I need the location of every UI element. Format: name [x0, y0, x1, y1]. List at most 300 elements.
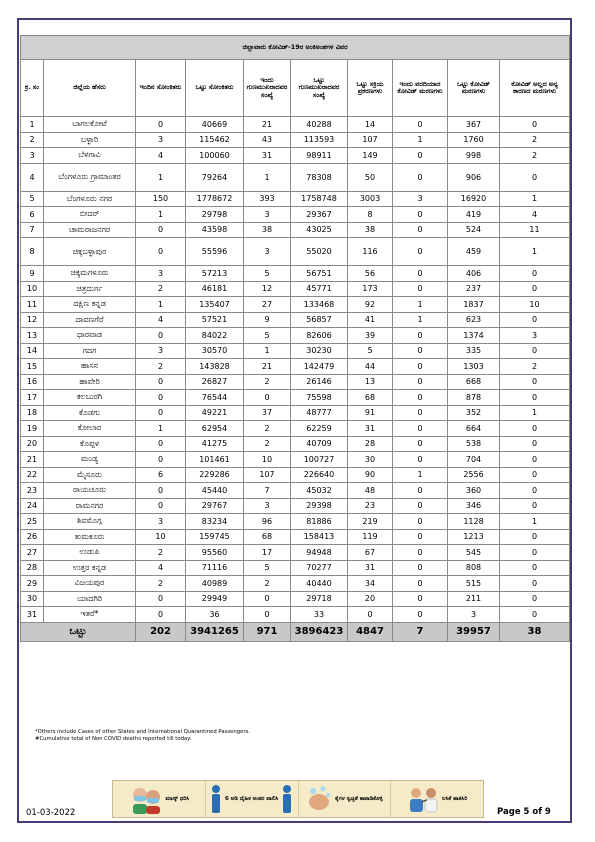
table-row: [21, 359, 570, 375]
table-row: [21, 148, 570, 164]
value-cell: 78308: [291, 163, 348, 191]
total-value-cell: 39957: [448, 622, 500, 641]
value-cell: 107: [348, 132, 393, 148]
value-cell: 1758748: [291, 191, 348, 207]
value-cell: 459: [448, 238, 500, 266]
district-name-cell: ಬಾಗಲಕೋಟೆ: [44, 117, 136, 133]
column-header: ಒಟ್ಟು ಸಕ್ರಿಯ ಪ್ರಕರಣಗಳು: [348, 60, 393, 117]
value-cell: 0: [393, 117, 448, 133]
total-value-cell: 3941265: [186, 622, 244, 641]
column-header: ಇಂದು ವರದಿಯಾದ ಕೋವಿಡ್ ಮರಣಗಳು: [393, 60, 448, 117]
value-cell: 545: [448, 545, 500, 561]
table-row: [21, 117, 570, 133]
value-cell: 4: [136, 560, 186, 576]
value-cell: 0: [393, 359, 448, 375]
value-cell: 0: [136, 328, 186, 344]
table-row: [21, 560, 570, 576]
value-cell: 9: [244, 312, 291, 328]
value-cell: 1: [136, 163, 186, 191]
value-cell: 49221: [186, 405, 244, 421]
value-cell: 0: [393, 266, 448, 282]
value-cell: 0: [500, 591, 570, 607]
header-row: [21, 60, 570, 117]
value-cell: 1760: [448, 132, 500, 148]
value-cell: 27: [244, 297, 291, 313]
value-cell: 0: [500, 343, 570, 359]
serial-cell: 17: [21, 390, 44, 406]
serial-cell: 31: [21, 607, 44, 623]
table-row: [21, 436, 570, 452]
value-cell: 40669: [186, 117, 244, 133]
person-icon: [281, 784, 293, 814]
district-name-cell: ಚಿಕ್ಕಮಗಳೂರು: [44, 266, 136, 282]
value-cell: 21: [244, 117, 291, 133]
total-value-cell: 202: [136, 622, 186, 641]
value-cell: 393: [244, 191, 291, 207]
serial-cell: 23: [21, 483, 44, 499]
value-cell: 159745: [186, 529, 244, 545]
banner-vaccine-text: ಲಸಿಕೆ ಹಾಕಿಸಿರಿ: [442, 795, 468, 802]
table-row: [21, 483, 570, 499]
value-cell: 0: [500, 483, 570, 499]
district-name-cell: ದಕ್ಷಿಣ ಕನ್ನಡ: [44, 297, 136, 313]
value-cell: 101461: [186, 452, 244, 468]
total-value-cell: 4847: [348, 622, 393, 641]
value-cell: 0: [393, 576, 448, 592]
table-row: [21, 281, 570, 297]
district-name-cell: ಕೋಲಾರ: [44, 421, 136, 437]
district-name-cell: ಕೊಪ್ಪಳ: [44, 436, 136, 452]
value-cell: 12: [244, 281, 291, 297]
serial-cell: 30: [21, 591, 44, 607]
value-cell: 150: [136, 191, 186, 207]
value-cell: 1: [393, 312, 448, 328]
value-cell: 40288: [291, 117, 348, 133]
value-cell: 5: [348, 343, 393, 359]
table-row: [21, 390, 570, 406]
value-cell: 0: [500, 374, 570, 390]
column-header: ಕ್ರ. ಸಂ: [21, 60, 44, 117]
serial-cell: 14: [21, 343, 44, 359]
table-row: [21, 529, 570, 545]
district-name-cell: ಮೈಸೂರು: [44, 467, 136, 483]
value-cell: 29367: [291, 207, 348, 223]
total-value-cell: 38: [500, 622, 570, 641]
value-cell: 0: [393, 343, 448, 359]
value-cell: 1: [136, 297, 186, 313]
report-date: 01-03-2022: [26, 808, 76, 818]
value-cell: 45771: [291, 281, 348, 297]
vaccination-icon: [407, 784, 439, 814]
value-cell: 0: [393, 483, 448, 499]
value-cell: 5: [244, 328, 291, 344]
value-cell: 116: [348, 238, 393, 266]
value-cell: 0: [393, 328, 448, 344]
page-number: Page 5 of 9: [497, 807, 551, 817]
serial-cell: 8: [21, 238, 44, 266]
district-name-cell: ಇತರೆ*: [44, 607, 136, 623]
value-cell: 48777: [291, 405, 348, 421]
value-cell: 0: [136, 405, 186, 421]
value-cell: 0: [500, 529, 570, 545]
table-row: [21, 405, 570, 421]
column-header: ಒಟ್ಟು ಸೋಂಕಿತರು: [186, 60, 244, 117]
serial-cell: 29: [21, 576, 44, 592]
value-cell: 43: [244, 132, 291, 148]
value-cell: 0: [500, 281, 570, 297]
table-row: [21, 132, 570, 148]
value-cell: 2: [500, 148, 570, 164]
district-name-cell: ಬೀದರ್: [44, 207, 136, 223]
value-cell: 45032: [291, 483, 348, 499]
value-cell: 515: [448, 576, 500, 592]
value-cell: 3003: [348, 191, 393, 207]
value-cell: 113593: [291, 132, 348, 148]
serial-cell: 9: [21, 266, 44, 282]
handwash-icon: [306, 784, 332, 814]
table-body: [21, 117, 570, 623]
value-cell: 38: [244, 222, 291, 238]
district-name-cell: ಬೆಳಗಾವಿ: [44, 148, 136, 164]
banner-handwash-section: [299, 781, 392, 817]
value-cell: 1837: [448, 297, 500, 313]
value-cell: 10: [244, 452, 291, 468]
value-cell: 57521: [186, 312, 244, 328]
value-cell: 28: [348, 436, 393, 452]
value-cell: 98911: [291, 148, 348, 164]
district-name-cell: ಚಿತ್ರದುರ್ಗ: [44, 281, 136, 297]
serial-cell: 2: [21, 132, 44, 148]
serial-cell: 19: [21, 421, 44, 437]
value-cell: 26146: [291, 374, 348, 390]
value-cell: 76544: [186, 390, 244, 406]
value-cell: 0: [136, 607, 186, 623]
value-cell: 36: [186, 607, 244, 623]
value-cell: 48: [348, 483, 393, 499]
value-cell: 75598: [291, 390, 348, 406]
value-cell: 29767: [186, 498, 244, 514]
value-cell: 31: [348, 560, 393, 576]
district-name-cell: ಶಿವಮೊಗ್ಗ: [44, 514, 136, 530]
district-name-cell: ರಾಯಚೂರು: [44, 483, 136, 499]
value-cell: 56: [348, 266, 393, 282]
serial-cell: 6: [21, 207, 44, 223]
value-cell: 3: [244, 238, 291, 266]
column-header: ಒಟ್ಟು ಗುಣಮುಖರಾದವರ ಸಂಖ್ಯೆ: [291, 60, 348, 117]
value-cell: 0: [136, 374, 186, 390]
serial-cell: 3: [21, 148, 44, 164]
value-cell: 1: [500, 238, 570, 266]
footnote-non-covid: #Cumulative total of Non COVID deaths reported till today.: [35, 736, 192, 742]
value-cell: 83234: [186, 514, 244, 530]
serial-cell: 11: [21, 297, 44, 313]
value-cell: 998: [448, 148, 500, 164]
value-cell: 13: [348, 374, 393, 390]
district-name-cell: ಕಲಬುರಗಿ: [44, 390, 136, 406]
value-cell: 16920: [448, 191, 500, 207]
value-cell: 30570: [186, 343, 244, 359]
value-cell: 367: [448, 117, 500, 133]
value-cell: 0: [393, 148, 448, 164]
value-cell: 1: [500, 405, 570, 421]
serial-cell: 28: [21, 560, 44, 576]
value-cell: 68: [244, 529, 291, 545]
value-cell: 0: [500, 117, 570, 133]
value-cell: 704: [448, 452, 500, 468]
value-cell: 0: [136, 436, 186, 452]
value-cell: 0: [348, 607, 393, 623]
total-row: [21, 622, 570, 641]
value-cell: 219: [348, 514, 393, 530]
value-cell: 3: [393, 191, 448, 207]
table-row: [21, 191, 570, 207]
value-cell: 0: [500, 436, 570, 452]
value-cell: 3: [244, 207, 291, 223]
column-header: ಜಿಲ್ಲೆಯ ಹೆಸರು: [44, 60, 136, 117]
value-cell: 406: [448, 266, 500, 282]
covid-stats-table: [20, 35, 570, 642]
value-cell: 33: [291, 607, 348, 623]
value-cell: 346: [448, 498, 500, 514]
table-row: [21, 343, 570, 359]
value-cell: 96: [244, 514, 291, 530]
banner-distance-text: 6 ಅಡಿ ದೈಹಿಕ ಅಂತರ ಪಾಲಿಸಿ: [224, 795, 279, 802]
value-cell: 1: [136, 421, 186, 437]
value-cell: 149: [348, 148, 393, 164]
table-row: [21, 238, 570, 266]
footnote-others: *Others include Cases of other States and International Quarantined Passengers.: [35, 729, 250, 735]
value-cell: 4: [500, 207, 570, 223]
value-cell: 81886: [291, 514, 348, 530]
banner-mask-text: ಮಾಸ್ಕ್ ಧರಿಸಿ: [165, 795, 190, 802]
value-cell: 41: [348, 312, 393, 328]
value-cell: 668: [448, 374, 500, 390]
value-cell: 44: [348, 359, 393, 375]
value-cell: 6: [136, 467, 186, 483]
value-cell: 46181: [186, 281, 244, 297]
value-cell: 1: [500, 191, 570, 207]
column-header: ಇಂದಿನ ಸೋಂಕಿತರು: [136, 60, 186, 117]
table-row: [21, 576, 570, 592]
value-cell: 0: [393, 591, 448, 607]
district-name-cell: ಹಾಸನ: [44, 359, 136, 375]
value-cell: 0: [393, 405, 448, 421]
table-row: [21, 545, 570, 561]
value-cell: 55596: [186, 238, 244, 266]
value-cell: 0: [500, 421, 570, 437]
value-cell: 0: [500, 266, 570, 282]
district-name-cell: ಮಂಡ್ಯ: [44, 452, 136, 468]
value-cell: 50: [348, 163, 393, 191]
value-cell: 45440: [186, 483, 244, 499]
value-cell: 62259: [291, 421, 348, 437]
district-name-cell: ಯಾದಗಿರಿ: [44, 591, 136, 607]
value-cell: 5: [244, 560, 291, 576]
table-row: [21, 328, 570, 344]
value-cell: 92: [348, 297, 393, 313]
serial-cell: 16: [21, 374, 44, 390]
value-cell: 0: [244, 607, 291, 623]
value-cell: 0: [244, 390, 291, 406]
value-cell: 237: [448, 281, 500, 297]
value-cell: 20: [348, 591, 393, 607]
value-cell: 2: [136, 281, 186, 297]
table-row: [21, 374, 570, 390]
table-row: [21, 607, 570, 623]
serial-cell: 24: [21, 498, 44, 514]
value-cell: 82606: [291, 328, 348, 344]
value-cell: 41275: [186, 436, 244, 452]
value-cell: 119: [348, 529, 393, 545]
district-name-cell: ಬೆಂಗಳೂರು ನಗರ: [44, 191, 136, 207]
value-cell: 29798: [186, 207, 244, 223]
value-cell: 2556: [448, 467, 500, 483]
value-cell: 352: [448, 405, 500, 421]
value-cell: 37: [244, 405, 291, 421]
value-cell: 0: [500, 560, 570, 576]
value-cell: 0: [500, 163, 570, 191]
serial-cell: 13: [21, 328, 44, 344]
value-cell: 0: [393, 498, 448, 514]
value-cell: 39: [348, 328, 393, 344]
banner-handwash-text: ಕೈಗಳ ಸ್ವಚ್ಛತೆ ಕಾಪಾಡಿಕೊಳ್ಳಿ: [335, 795, 383, 802]
value-cell: 2: [136, 359, 186, 375]
serial-cell: 1: [21, 117, 44, 133]
table-row: [21, 421, 570, 437]
value-cell: 1: [500, 514, 570, 530]
value-cell: 1: [136, 207, 186, 223]
value-cell: 3: [448, 607, 500, 623]
total-value-cell: 3896423: [291, 622, 348, 641]
value-cell: 0: [244, 591, 291, 607]
district-name-cell: ಗದಗ: [44, 343, 136, 359]
value-cell: 62954: [186, 421, 244, 437]
value-cell: 538: [448, 436, 500, 452]
value-cell: 0: [393, 421, 448, 437]
value-cell: 3: [136, 132, 186, 148]
value-cell: 133468: [291, 297, 348, 313]
value-cell: 0: [500, 576, 570, 592]
serial-cell: 25: [21, 514, 44, 530]
table-row: [21, 163, 570, 191]
value-cell: 1303: [448, 359, 500, 375]
district-name-cell: ಬೆಂಗಳೂರು ಗ್ರಾಮಾಂತರ: [44, 163, 136, 191]
value-cell: 31: [348, 421, 393, 437]
serial-cell: 27: [21, 545, 44, 561]
value-cell: 68: [348, 390, 393, 406]
serial-cell: 12: [21, 312, 44, 328]
value-cell: 419: [448, 207, 500, 223]
value-cell: 4: [136, 312, 186, 328]
value-cell: 0: [500, 498, 570, 514]
value-cell: 229286: [186, 467, 244, 483]
serial-cell: 10: [21, 281, 44, 297]
value-cell: 2: [500, 132, 570, 148]
value-cell: 40440: [291, 576, 348, 592]
value-cell: 10: [136, 529, 186, 545]
banner-distance-section: [206, 781, 299, 817]
value-cell: 2: [244, 421, 291, 437]
value-cell: 38: [348, 222, 393, 238]
value-cell: 0: [393, 238, 448, 266]
value-cell: 30: [348, 452, 393, 468]
serial-cell: 5: [21, 191, 44, 207]
column-header: ಕೋವಿಡ್ ಅಲ್ಲದ ಅನ್ಯ ಕಾರಣದ ಮರಣಗಳು: [500, 60, 570, 117]
value-cell: 0: [393, 452, 448, 468]
value-cell: 2: [136, 545, 186, 561]
value-cell: 1: [393, 297, 448, 313]
value-cell: 0: [393, 374, 448, 390]
value-cell: 0: [393, 529, 448, 545]
value-cell: 43598: [186, 222, 244, 238]
value-cell: 30230: [291, 343, 348, 359]
value-cell: 1: [244, 343, 291, 359]
value-cell: 8: [348, 207, 393, 223]
value-cell: 23: [348, 498, 393, 514]
value-cell: 0: [393, 163, 448, 191]
value-cell: 57213: [186, 266, 244, 282]
value-cell: 0: [136, 390, 186, 406]
total-value-cell: 7: [393, 622, 448, 641]
value-cell: 0: [500, 390, 570, 406]
value-cell: 100060: [186, 148, 244, 164]
column-header: ಒಟ್ಟು ಕೋವಿಡ್ ಮರಣಗಳು: [448, 60, 500, 117]
value-cell: 100727: [291, 452, 348, 468]
table-row: [21, 312, 570, 328]
footnotes: [35, 729, 250, 743]
value-cell: 0: [136, 117, 186, 133]
district-name-cell: ಕೊಡಗು: [44, 405, 136, 421]
serial-cell: 22: [21, 467, 44, 483]
total-label-cell: ಒಟ್ಟು: [21, 622, 136, 641]
district-name-cell: ಉಡುಪಿ: [44, 545, 136, 561]
value-cell: 173: [348, 281, 393, 297]
value-cell: 1374: [448, 328, 500, 344]
person-icon: [210, 784, 222, 814]
district-name-cell: ವಿಜಯಪುರ: [44, 576, 136, 592]
value-cell: 0: [136, 238, 186, 266]
table-row: [21, 467, 570, 483]
value-cell: 0: [136, 498, 186, 514]
district-name-cell: ಚಾಮರಾಜನಗರ: [44, 222, 136, 238]
value-cell: 95560: [186, 545, 244, 561]
value-cell: 1128: [448, 514, 500, 530]
value-cell: 29398: [291, 498, 348, 514]
value-cell: 135407: [186, 297, 244, 313]
district-name-cell: ಹಾವೇರಿ: [44, 374, 136, 390]
value-cell: 90: [348, 467, 393, 483]
value-cell: 0: [500, 545, 570, 561]
table-title: ಜಿಲ್ಲಾವಾರು ಕೋವಿಡ್-19ರ ಅಂಕಿಅಂಶಗಳ ವಿವರ: [21, 36, 570, 60]
value-cell: 43025: [291, 222, 348, 238]
value-cell: 2: [500, 359, 570, 375]
value-cell: 623: [448, 312, 500, 328]
value-cell: 808: [448, 560, 500, 576]
value-cell: 56857: [291, 312, 348, 328]
value-cell: 67: [348, 545, 393, 561]
value-cell: 664: [448, 421, 500, 437]
value-cell: 3: [244, 498, 291, 514]
value-cell: 1213: [448, 529, 500, 545]
value-cell: 10: [500, 297, 570, 313]
value-cell: 5: [244, 266, 291, 282]
value-cell: 1778672: [186, 191, 244, 207]
value-cell: 2: [136, 576, 186, 592]
value-cell: 0: [500, 607, 570, 623]
banner-mask-section: [113, 781, 206, 817]
value-cell: 2: [244, 374, 291, 390]
value-cell: 115462: [186, 132, 244, 148]
